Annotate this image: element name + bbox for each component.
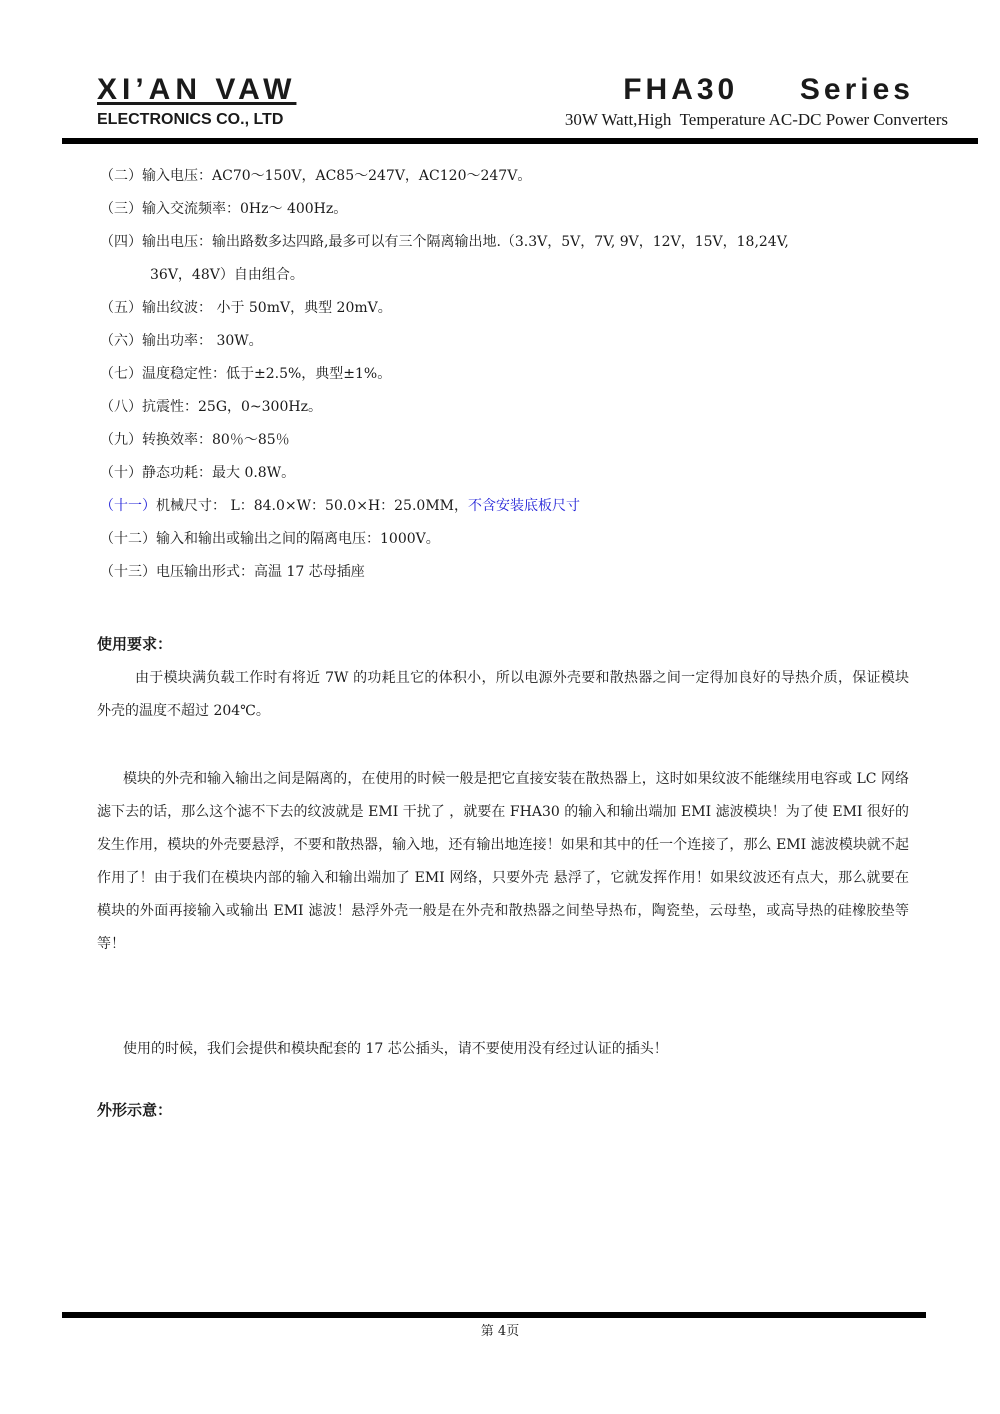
spec-item-dimensions [100,490,920,523]
usage-paragraph-2: 模块的外壳和输入输出之间是隔离的，在使用的时候一般是把它直接安装在散热器上，这时如果纹波不能继续用电容或 LC 网络滤下去的话，那么这个滤不下去的纹波就是 EMI 干扰了 ，就要在 FHA30 的输入和输出端加 EMI 滤波模块！为了使 EMI 很好的发生作用，模块的外壳要悬浮，不要和散热器，输入地，还有输出地连接！如果和其中的任一个连接了，那么 EMI 滤波模块就不起作用了！由于我们在模块内部的输入和输出端加了 EMI 网络，只要外壳 悬浮了，它就发挥作用！如果纹波还有点大，那么就要在模块的外面再接输入或输出 EMI 滤波！悬浮外壳一般是在外壳和散热器之间垫导热布，陶瓷垫，云母垫，或高导热的硅橡胶垫等等！ [97,771,909,952]
spec-text: 电压输出形式：高温 17 芯母插座 [156,564,365,580]
spec-prefix: （十一） [100,498,156,514]
page-number: 第 4页 [480,1324,520,1339]
spec-item-output-ripple [100,292,920,325]
spec-text: 转换效率：80％～85％ [142,432,290,448]
spec-prefix: （二） [100,168,142,184]
spec-text: 输出纹波： 小于 50mV，典型 20mV。 [142,300,392,316]
spec-text: 温度稳定性：低于±2.5%，典型±1%。 [142,366,392,382]
usage-heading: 使用要求： [97,635,173,653]
spec-item-output-voltage [100,226,920,292]
spec-prefix: （七） [100,366,142,382]
usage-paragraph-1: 由于模块满负载工作时有将近 7W 的功耗且它的体积小，所以电源外壳要和散热器之间一定得加良好的导热介质，保证模块外壳的温度不超过 204℃。 [97,670,909,719]
spec-item-static-power [100,457,920,490]
product-title: FHA30 Series [623,73,914,106]
spec-prefix: （三） [100,201,142,217]
spec-prefix: （六） [100,333,142,349]
usage-paragraph-3: 使用的时候，我们会提供和模块配套的 17 芯公插头，请不要使用没有经过认证的插头！ [123,1041,668,1057]
spec-item-input-voltage [100,160,920,193]
footer-divider [62,1312,926,1318]
spec-prefix: （九） [100,432,142,448]
product-subtitle: 30W Watt,High Temperature AC-DC Power Converters [564,110,948,129]
company-subtitle: ELECTRONICS CO., LTD [97,111,284,128]
spec-text: 输入和输出或输出之间的隔离电压：1000V。 [156,531,440,547]
spec-prefix: （八） [100,399,142,415]
spec-prefix: （十） [100,465,142,481]
appearance-heading: 外形示意： [97,1101,173,1119]
spec-item-output-connector [100,556,920,589]
spec-text: 抗震性：25G，0~300Hz。 [142,399,322,415]
spec-item-vibration [100,391,920,424]
spec-text: 静态功耗：最大 0.8W。 [142,465,296,481]
spec-item-efficiency [100,424,920,457]
spec-prefix: （十二） [100,531,156,547]
spec-text: 输出功率： 30W。 [142,333,263,349]
spec-text-continuation: 36V，48V）自由组合。 [150,267,304,283]
spec-note: 不含安装底板尺寸 [468,498,580,514]
spec-text: 输出电压：输出路数多达四路,最多可以有三个隔离输出地.（3.3V，5V，7V, 9V，12V，15V，18,24V, [142,234,789,250]
spec-item-isolation-voltage [100,523,920,556]
spec-item-input-frequency [100,193,920,226]
spec-item-temperature-stability [100,358,920,391]
header-divider [62,138,978,144]
company-name: XI’AN VAW [97,73,297,106]
spec-text: 输入交流频率：0Hz～ 400Hz。 [142,201,348,217]
spec-prefix: （五） [100,300,142,316]
spec-text: 输入电压：AC70～150V，AC85～247V，AC120～247V。 [142,168,532,184]
spec-prefix: （十三） [100,564,156,580]
spec-text: 机械尺寸： L：84.0×W：50.0×H：25.0MM， [156,498,468,514]
spec-item-output-power [100,325,920,358]
spec-prefix: （四） [100,234,142,250]
spec-list [100,160,920,589]
